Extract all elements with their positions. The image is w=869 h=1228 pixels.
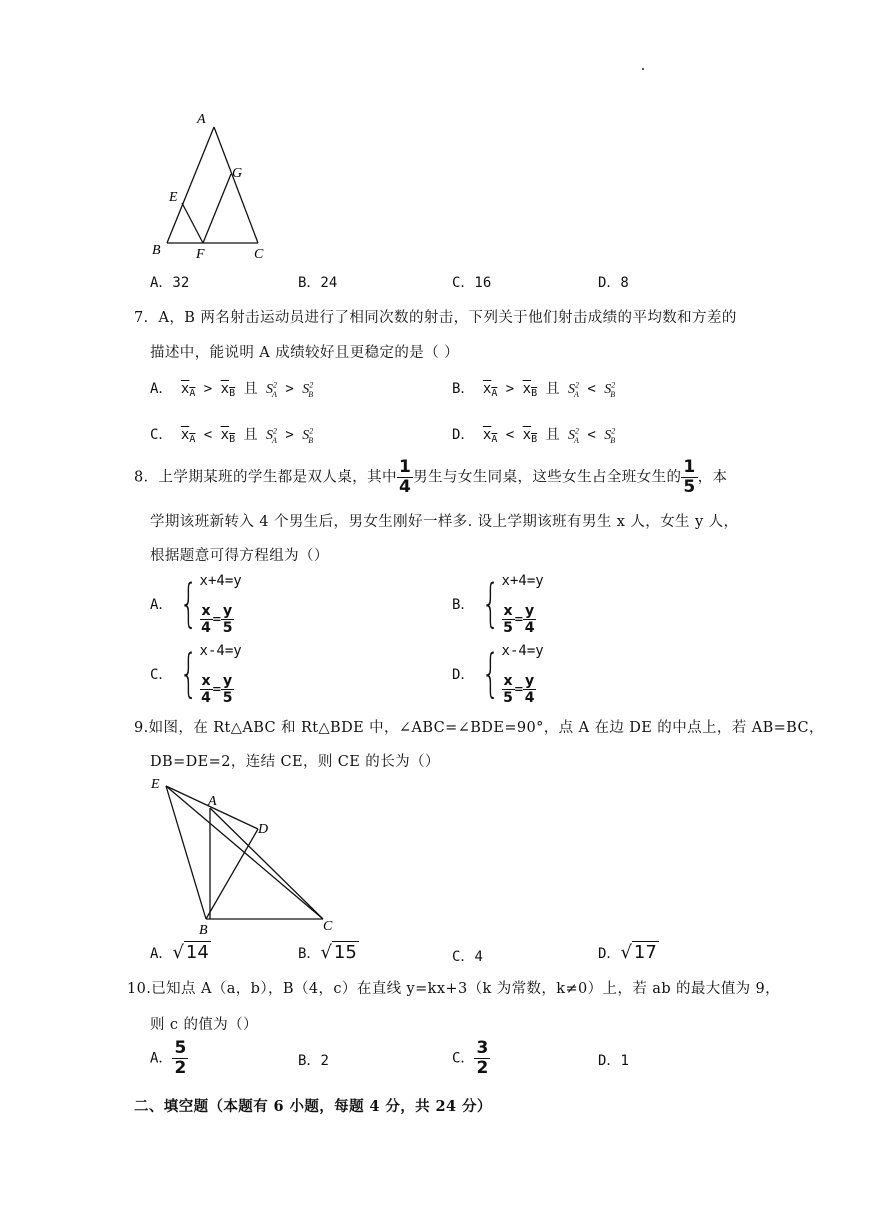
q10-option-a [150,1040,188,1077]
q8-option-c [150,643,242,705]
q8-fraction-2 [681,459,697,496]
fraction-numerator: 1 [398,457,412,477]
fraction [172,1040,188,1077]
equation-1: x-4=y [501,643,544,659]
q9-option-a [150,942,211,963]
equation-lines [502,643,544,705]
q8-text-part: ，本 [697,469,728,486]
sqrt-expression: √ 14 [172,942,209,963]
option-label: D． [598,946,621,962]
q7-s-sub: A [574,389,579,399]
q9-option-b [298,942,359,963]
q7-x: x [522,427,532,443]
q9-option-d [598,942,659,963]
q7-text-line2: 描述中，能说明 A 成绩较好且更稳定的是（ ） [150,345,459,361]
q7-mean-a [181,427,195,443]
option-value: 1 [620,1053,629,1069]
fraction-denominator: 5 [683,477,696,497]
q7-rel-mean: < [203,427,213,443]
q7-var-b [302,428,313,443]
q7-s-sub: B [308,435,314,445]
q8-option-b [452,573,544,635]
equation-system [452,643,544,705]
page-dot [642,68,644,70]
label-e: E [151,777,160,792]
brace-icon: { [179,644,199,704]
fraction-denominator: 2 [476,1058,489,1078]
q7-var-a [568,428,579,443]
q7-s: S [302,382,310,397]
fraction-denominator: 4 [201,690,211,706]
q7-option-d [452,424,615,445]
q7-sub-b: B [531,388,538,399]
option-label: B． [298,946,321,962]
q7-mean-b [523,427,537,443]
fraction-denominator: 5 [503,620,513,636]
q7-rel-var: < [587,427,596,443]
option-label: C． [452,1050,475,1067]
q7-s: S [568,382,575,397]
q7-option-b [452,378,615,399]
q7-x: x [522,381,532,397]
q8-text-line3: 根据题意可得方程组为（） [150,548,329,564]
fraction-numerator: 1 [683,457,696,477]
fraction-numerator: y [223,673,233,689]
q7-rel-var: > [285,381,294,397]
q10-option-d [598,1050,629,1070]
q7-sq: 2 [273,380,277,390]
q7-option-d-label: D． [452,427,475,443]
segment-ab [167,127,214,243]
fraction-numerator: x [503,603,513,619]
label-b: B [152,243,161,258]
equation-system [150,643,242,705]
q7-text-line1: 7．A，B 两名射击运动员进行了相同次数的射击，下列关于他们射击成绩的平均数和方差的 [134,310,737,326]
q7-var-b [302,382,313,397]
fraction-numerator: y [223,603,233,619]
q8-option-d [452,643,544,705]
q7-rel-mean: > [203,381,213,397]
option-label: A． [150,946,173,962]
q10-option-c [452,1040,490,1077]
equation-lines [502,573,544,635]
q7-option-c-label: C． [150,427,173,443]
q7-s: S [604,382,612,397]
q7-s: S [568,428,575,443]
q7-rel-var: < [587,381,596,397]
brace-icon: { [481,574,501,634]
q7-and: 且 [243,427,258,443]
q7-var-b [604,382,615,397]
q9-option-c [452,946,483,966]
q7-and: 且 [545,381,560,397]
q7-var-a [266,428,277,443]
q7-s: S [302,428,310,443]
q7-var-a [266,382,277,397]
q7-option-b-label: B． [452,381,475,397]
option-value: 4 [474,949,483,965]
q7-s-sub: A [574,435,579,445]
q7-mean-a [181,381,195,397]
q8-text-part: 8．上学期某班的学生都是双人桌，其中 [134,469,397,486]
q7-and: 且 [545,427,560,443]
equation-1: x+4=y [501,573,544,589]
sqrt-expression: √ 15 [320,942,357,963]
fraction-denominator: 5 [222,690,233,706]
label-e: E [169,190,178,205]
option-label: C． [452,949,475,965]
label-d: D [258,822,269,837]
equals-sign: = [212,611,221,628]
fraction-numerator: y [525,603,535,619]
segment-ef [182,203,203,243]
q7-s: S [604,428,612,443]
q7-option-a [150,378,313,399]
equation-2 [200,674,242,705]
fraction [474,1040,490,1077]
option-label: D． [598,1053,621,1069]
segment-fg [203,174,231,243]
q7-sub-a: A [189,388,196,399]
triangle-figure-q9 [140,772,350,938]
option-label: A． [150,597,173,613]
q7-option-a-label: A． [150,381,173,397]
q7-s-sub: B [610,435,616,445]
q8-text-part: 男生与女生同桌，这些女生占全班女生的 [413,469,682,486]
q7-sub-a: A [189,434,196,445]
fraction-numerator: 3 [476,1038,489,1058]
q7-x: x [220,381,230,397]
label-a: A [208,794,217,809]
equation-1: x+4=y [199,573,242,589]
segment-ac [214,127,258,243]
fraction-denominator: 4 [524,620,535,636]
q7-x: x [482,427,492,443]
q7-sq: 2 [575,380,579,390]
triangle-figure-q6 [140,105,280,265]
q8-text-line2: 学期该班新转入 4 个男生后，男女生刚好一样多. 设上学期该班有男生 x 人，女生 y 人， [150,514,739,530]
q10-option-b [298,1050,329,1070]
fraction-numerator: 5 [174,1038,187,1058]
q7-sq: 2 [309,426,314,436]
q7-s: S [266,382,273,397]
option-label: C． [150,667,173,683]
equation-1: x-4=y [199,643,242,659]
fraction-numerator: x [201,673,211,689]
radicand: 17 [633,942,657,963]
section-heading-fill-in: 二、填空题（本题有 6 小题，每题 4 分，共 24 分） [134,1098,492,1115]
equation-system [452,573,544,635]
q7-mean-a [483,427,497,443]
q7-sub-a: A [491,388,498,399]
q6-option-b: B．24 [298,275,338,291]
label-f: F [196,247,205,262]
q6-option-a: A．32 [150,275,190,291]
label-c: C [323,919,333,934]
fraction-denominator: 2 [174,1058,187,1078]
option-label: A． [150,1050,173,1067]
q7-rel-mean: < [505,427,515,443]
q7-mean-b [523,381,537,397]
brace-icon: { [179,574,199,634]
q9-text-line1: 9.如图，在 Rt△ABC 和 Rt△BDE 中，∠ABC=∠BDE=90°，点 A 在边 DE 的中点上，若 AB=BC， [134,720,824,736]
q7-mean-b [221,427,235,443]
label-b: B [199,923,208,938]
q7-s-sub: A [272,389,277,399]
q7-rel-var: > [285,427,294,443]
q7-sub-b: B [229,388,236,399]
q6-option-d: D．8 [598,275,629,291]
option-label: D． [452,667,475,683]
q6-option-c: C．16 [452,275,492,291]
label-g: G [232,166,243,181]
q7-sq: 2 [611,426,616,436]
q8-text-line1 [134,459,727,496]
fraction-denominator: 5 [503,690,513,706]
fraction-denominator: 5 [222,620,233,636]
q7-rel-mean: > [505,381,515,397]
q7-sq: 2 [575,426,579,436]
equation-lines [200,643,242,705]
equals-sign: = [212,681,221,698]
q7-s: S [266,428,273,443]
fraction-denominator: 4 [398,477,412,497]
segment-eb [166,786,206,919]
equation-system [150,573,242,635]
q10-text-line2: 则 c 的值为（） [150,1017,258,1033]
fraction-denominator: 4 [201,620,211,636]
q7-s-sub: A [272,435,277,445]
fraction-numerator: x [201,603,211,619]
q7-sq: 2 [309,380,314,390]
equation-2 [200,604,242,635]
q7-sq: 2 [273,426,277,436]
q7-x: x [220,427,230,443]
radicand: 15 [333,942,357,963]
brace-icon: { [481,644,501,704]
q7-option-c [150,424,313,445]
q9-text-line2: DB=DE=2，连结 CE，则 CE 的长为（） [150,754,440,770]
equation-lines [200,573,242,635]
q7-s-sub: B [610,389,616,399]
option-value: 2 [320,1053,329,1069]
fraction-denominator: 4 [524,690,535,706]
q7-sub-b: B [531,434,538,445]
q7-sub-a: A [491,434,498,445]
equals-sign: = [514,681,523,698]
q7-and: 且 [243,381,258,397]
q7-mean-b [221,381,235,397]
q10-text-line1: 10.已知点 A（a，b），B（4，c）在直线 y=kx+3（k 为常数，k≠0）上，若 ab 的最大值为 9， [127,981,781,997]
fraction-numerator: x [503,673,513,689]
radicand: 14 [185,942,209,963]
option-label: B． [452,597,475,613]
q7-x: x [482,381,492,397]
q7-s-sub: B [308,389,314,399]
q7-sub-b: B [229,434,236,445]
q7-sq: 2 [611,380,616,390]
q7-x: x [180,381,190,397]
q7-var-a [568,382,579,397]
label-a: A [197,112,206,127]
q7-x: x [180,427,190,443]
label-c: C [254,247,264,262]
q7-mean-a [483,381,497,397]
q8-fraction-1 [397,459,413,496]
equation-2 [502,674,544,705]
q8-option-a [150,573,242,635]
fraction-numerator: y [525,673,535,689]
equals-sign: = [514,611,523,628]
q7-var-b [604,428,615,443]
sqrt-expression: √ 17 [620,942,657,963]
option-label: B． [298,1053,321,1069]
equation-2 [502,604,544,635]
